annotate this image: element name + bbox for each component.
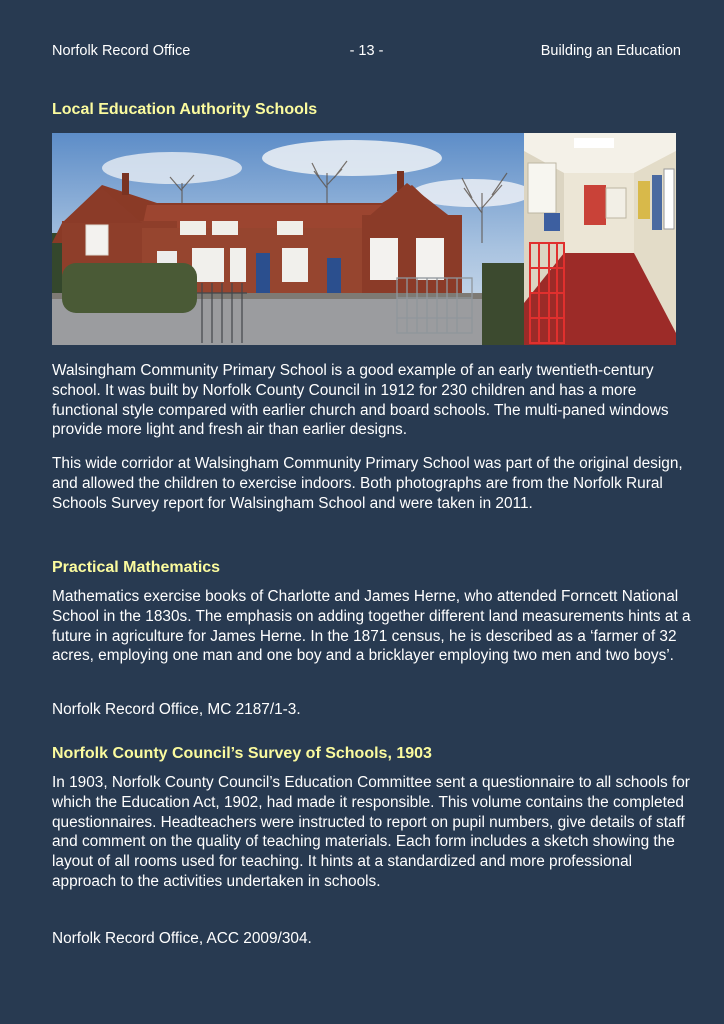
section-title-practical-mathematics: Practical Mathematics xyxy=(52,559,221,576)
school-exterior-photo xyxy=(52,133,524,345)
page-header xyxy=(52,43,681,61)
paragraph-school-description: Walsingham Community Primary School is a good example of an early twentieth-century school. It was built by Norfolk County Council in 1912 for 230 children and has a more functional style compared with earlier church and board schools. The multi-paned windows provide more light and fresh air than earlier designs. xyxy=(52,362,669,439)
page-number: - 13 - xyxy=(349,43,384,59)
section-title-survey-of-schools: Norfolk County Council’s Survey of Schools, 1903 xyxy=(52,745,432,762)
paragraph-corridor-description: This wide corridor at Walsingham Community Primary School was part of the original design, and allowed the children to exercise indoors. Both photographs are from the Norfolk Rural Schools Survey report for Walsingham School and were taken in 2011. xyxy=(52,455,683,512)
reference-survey: Norfolk Record Office, ACC 2009/304. xyxy=(52,930,312,947)
paragraph-mathematics-books: Mathematics exercise books of Charlotte and James Herne, who attended Forncett National School in the 1830s. The emphasis on adding together different land measurements hints at a future in agriculture for James Herne. In the 1871 census, he is described as a ‘farmer of 32 acres, employing one man and one boy and a bricklayer employing two men and two boys’. xyxy=(52,588,691,665)
reference-mathematics: Norfolk Record Office, MC 2187/1-3. xyxy=(52,701,301,718)
school-corridor-photo xyxy=(524,133,676,345)
section-title-lea-schools: Local Education Authority Schools xyxy=(52,101,318,118)
header-document-title: Building an Education xyxy=(540,43,681,59)
paragraph-survey-of-schools: In 1903, Norfolk County Council’s Education Committee sent a questionnaire to all schools for which the Education Act, 1902, had made it responsible. This volume contains the completed questionnaires. Headteachers were instructed to report on pupil numbers, give details of staff and comment on the quality of teaching materials. Each form includes a sketch showing the layout of all rooms used for teaching. It hints at a standardized and more professional approach to the activities undertaken in schools. xyxy=(52,774,690,890)
header-publisher: Norfolk Record Office xyxy=(52,43,191,59)
